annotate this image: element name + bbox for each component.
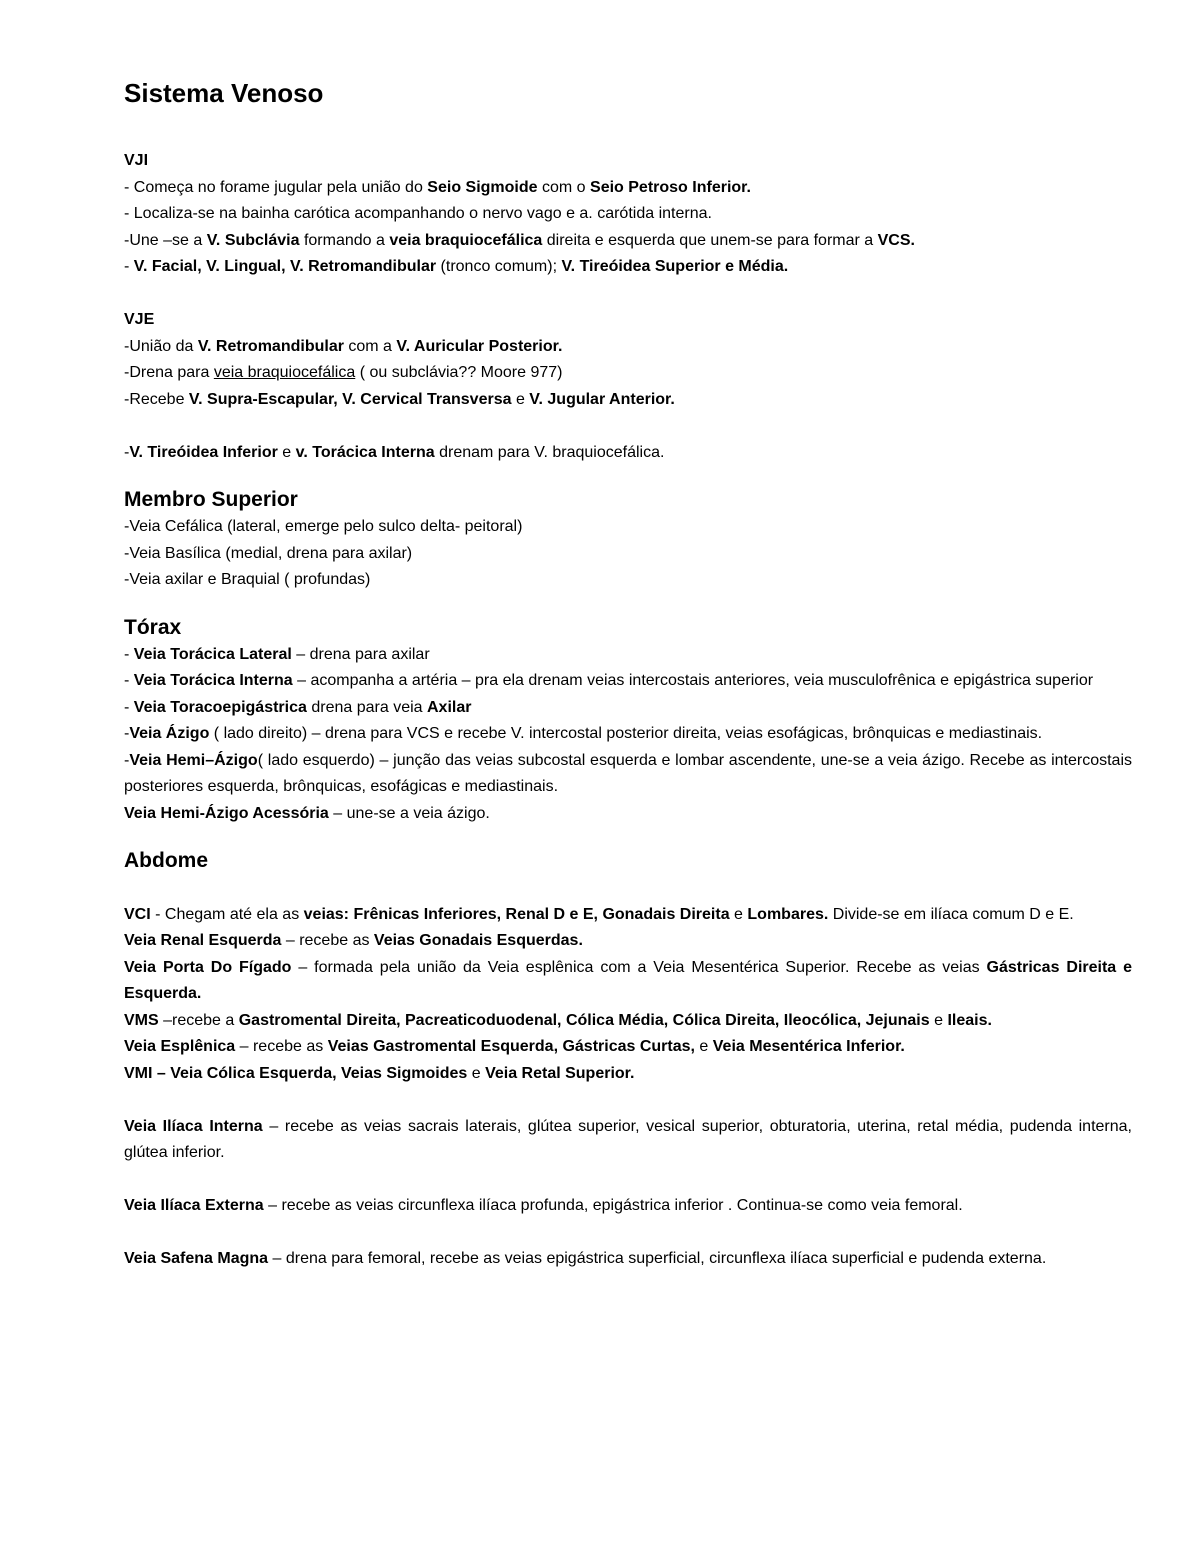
abdome-line-6: VMI – Veia Cólica Esquerda, Veias Sigmoides e Veia Retal Superior. (124, 1064, 635, 1082)
vje-line-1: -União da V. Retromandibular com a V. Auricular Posterior. (124, 337, 563, 355)
page-title: Sistema Venoso (124, 78, 324, 108)
abdome-line-2: Veia Renal Esquerda – recebe as Veias Gonadais Esquerdas. (124, 932, 583, 949)
membro-line-3: -Veia axilar e Braquial ( profundas) (124, 571, 371, 588)
vji-line-4: - V. Facial, V. Lingual, V. Retromandibular (tronco comum); V. Tireóidea Superior e Média. (124, 258, 789, 275)
section-heading-vji: VJI (124, 152, 149, 169)
abdome-line-8: Veia Ilíaca Externa – recebe as veias circunflexa ilíaca profunda, epigástrica inferior . Continua-se como veia femoral. (124, 1197, 963, 1214)
section-heading-torax: Tórax (124, 615, 182, 639)
abdome-line-1: VCI - Chegam até ela as veias: Frênicas Inferiores, Renal D e E, Gonadais Direita e Lombares. Divide-se em ilíaca comum D e E. (124, 905, 1074, 923)
vji-line-1: - Começa no forame jugular pela união do Seio Sigmoide com o Seio Petroso Inferior. (124, 178, 751, 196)
section-heading-vje: VJE (124, 311, 155, 328)
section-heading-membro-superior: Membro Superior (124, 488, 298, 511)
vji-line-3: -Une –se a V. Subclávia formando a veia braquiocefálica direita e esquerda que unem-se para formar a VCS. (124, 231, 915, 249)
abdome-line-7: Veia Ilíaca Interna – recebe as veias sacrais laterais, glútea superior, vesical superior, obturatoria, uterina, retal média, pudenda interna, glútea inferior. (124, 1117, 1132, 1161)
torax-line-5: -Veia Hemi–Ázigo( lado esquerdo) – junção das veias subcostal esquerda e lombar ascendente, une-se a veia ázigo. Recebe as intercostais posteriores esquerda, brônquicas, esofágicas e mediastinais. (124, 751, 1133, 795)
membro-line-2: -Veia Basílica (medial, drena para axilar) (124, 544, 413, 562)
section-vji (124, 148, 1132, 281)
abdome-line-3: Veia Porta Do Fígado – formada pela união da Veia esplênica com a Veia Mesentérica Superior. Recebe as veias Gástricas Direita e Esquerda. (124, 958, 1132, 1002)
torax-line-3: - Veia Toracoepigástrica drena para veia Axilar (124, 698, 472, 716)
vje-line-4: -V. Tireóidea Inferior e v. Torácica Interna drenam para V. braquiocefálica. (124, 443, 665, 461)
abdome-line-9: Veia Safena Magna – drena para femoral, recebe as veias epigástrica superficial, circunflexa ilíaca superficial e pudenda externa. (124, 1250, 1047, 1267)
section-vje (124, 307, 1132, 466)
torax-line-2: - Veia Torácica Interna – acompanha a artéria – pra ela drenam veias intercostais anteriores, veia musculofrênica e epigástrica superior (124, 672, 1094, 689)
abdome-line-5: Veia Esplênica – recebe as Veias Gastromental Esquerda, Gástricas Curtas, e Veia Mesentérica Inferior. (124, 1038, 905, 1055)
membro-line-1: -Veia Cefálica (lateral, emerge pelo sulco delta- peitoral) (124, 518, 523, 535)
torax-line-1: - Veia Torácica Lateral – drena para axilar (124, 645, 430, 663)
section-abdome (124, 847, 1132, 1273)
document-page (124, 76, 1132, 1273)
vje-line-2: -Drena para veia braquiocefálica ( ou subclávia?? Moore 977) (124, 364, 563, 381)
section-heading-abdome: Abdome (124, 849, 208, 872)
vji-line-2: - Localiza-se na bainha carótica acompanhando o nervo vago e a. carótida interna. (124, 205, 712, 222)
abdome-line-4: VMS –recebe a Gastromental Direita, Pacreaticoduodenal, Cólica Média, Cólica Direita, Ileocólica, Jejunais e Ileais. (124, 1011, 992, 1029)
torax-line-6: Veia Hemi-Ázigo Acessória – une-se a veia ázigo. (124, 804, 490, 822)
torax-line-4: -Veia Ázigo ( lado direito) – drena para VCS e recebe V. intercostal posterior direita, veias esofágicas, brônquicas e mediastinais. (124, 725, 1043, 742)
section-torax (124, 614, 1132, 828)
section-membro-superior (124, 486, 1132, 594)
vje-line-3: -Recebe V. Supra-Escapular, V. Cervical Transversa e V. Jugular Anterior. (124, 390, 675, 408)
